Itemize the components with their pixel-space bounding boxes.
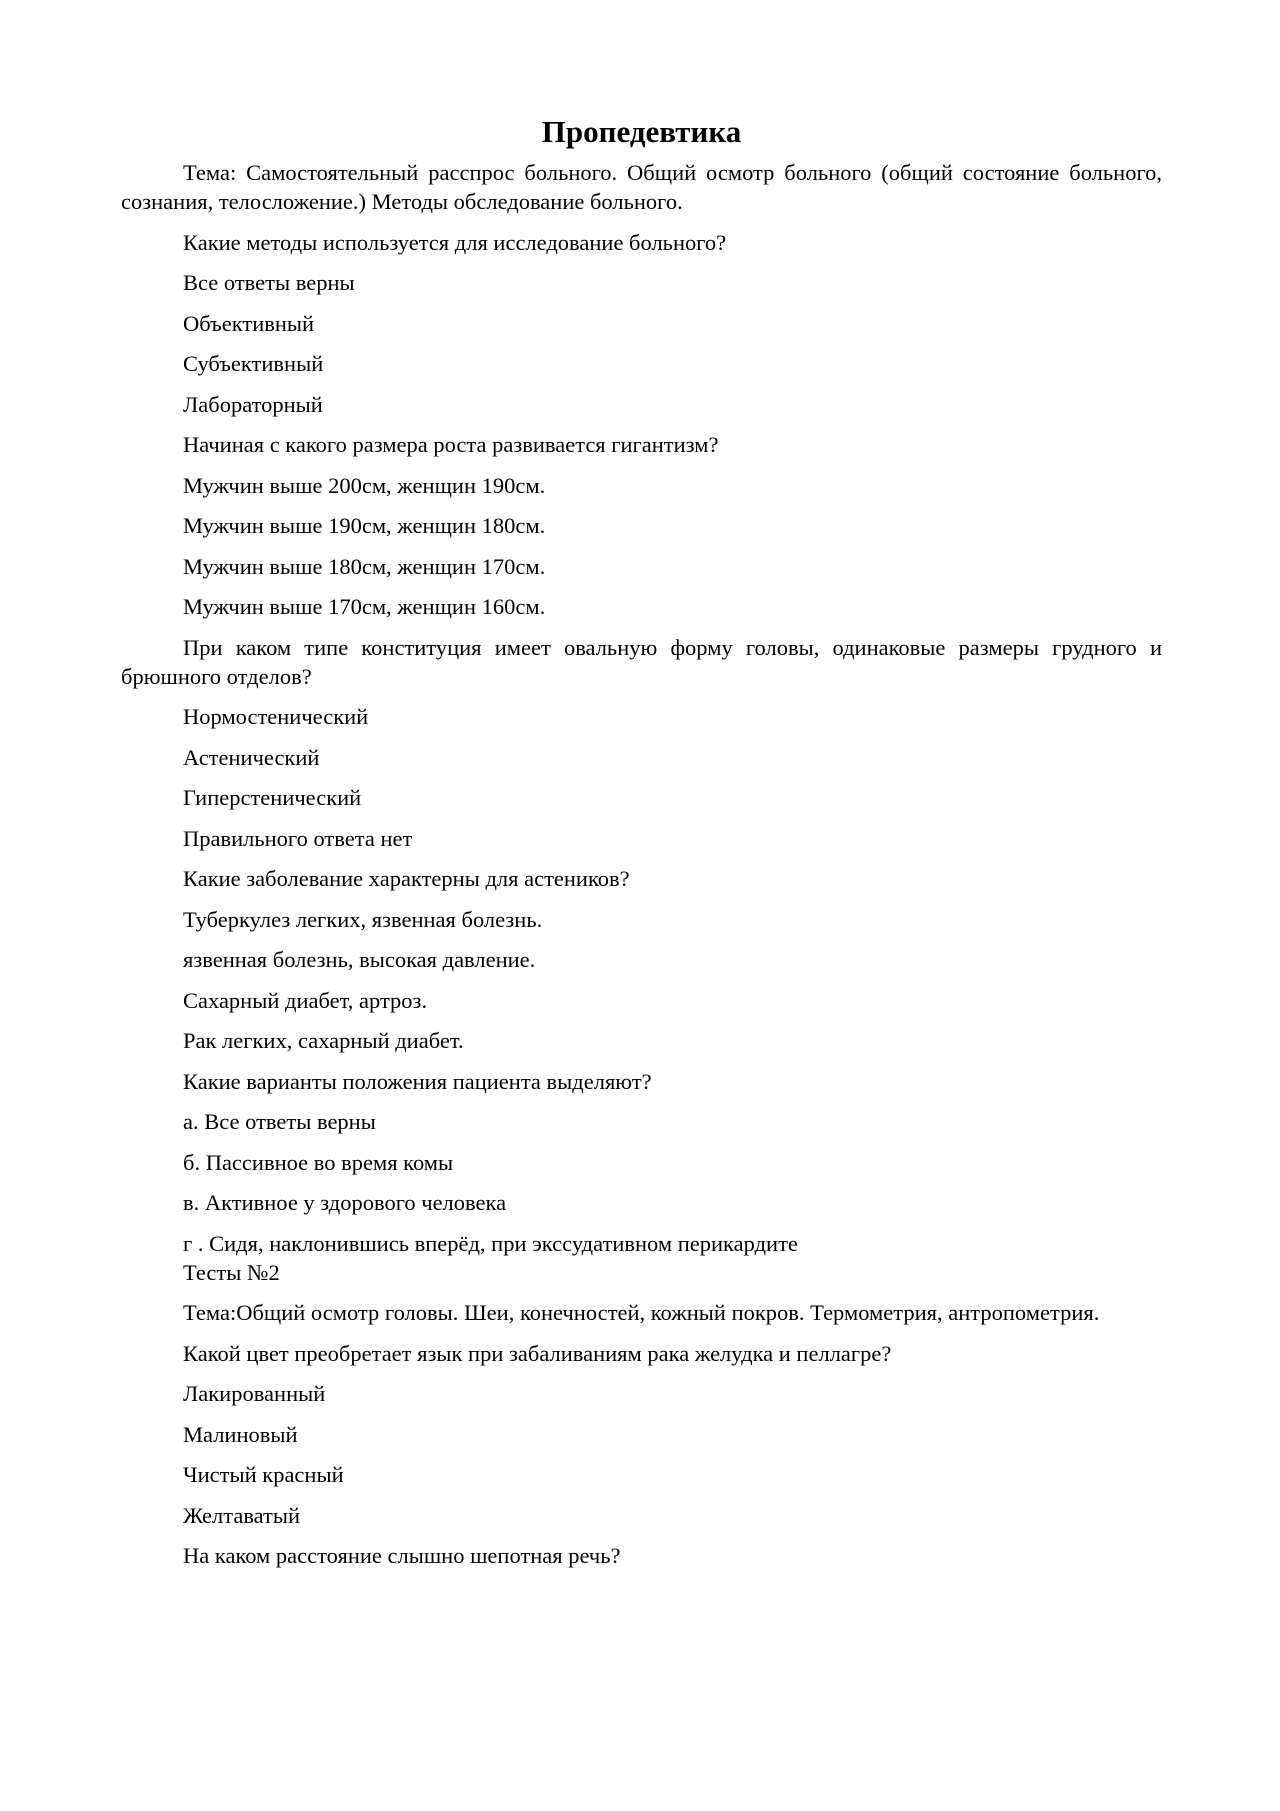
answer-option: Рак легких, сахарный диабет. — [183, 1028, 464, 1053]
section-heading: Тесты №2 — [183, 1259, 280, 1285]
answer-option: Правильного ответа нет — [183, 825, 413, 851]
page-title: Пропедевтика — [541, 114, 742, 149]
answer-option: Мужчин выше 200см, женщин 190см. — [183, 472, 546, 498]
answer-option: Мужчин выше 190см, женщин 180см. — [183, 513, 546, 538]
topic-paragraph: Тема:Общий осмотр головы. Шеи, конечностей, кожный покров. Термометрия, антропометрия. — [183, 1300, 1100, 1325]
answer-option: Желтаватый — [183, 1502, 301, 1528]
answer-option: Мужчин выше 170см, женщин 160см. — [183, 594, 546, 619]
answer-option: Нормостенический — [183, 704, 369, 729]
answer-option: Все ответы верны — [183, 270, 355, 295]
section-topic-1 — [121, 158, 1162, 1258]
question-6: Какой цвет преобретает язык при забаливаниям рака желудка и пеллагре? — [183, 1340, 892, 1366]
question-1: Какие методы используется для исследование больного? — [183, 229, 727, 255]
answer-option: Астенический — [183, 744, 320, 770]
question-7: На каком расстояние слышно шепотная речь? — [183, 1543, 621, 1568]
section-tests-2 — [121, 1258, 1162, 1571]
question-5: Какие варианты положения пациента выделяют? — [183, 1068, 652, 1094]
answer-option: Мужчин выше 180см, женщин 170см. — [183, 553, 546, 579]
answer-option: а. Все ответы верны — [183, 1109, 376, 1134]
topic-paragraph: Тема: Самостоятельный расспрос больного. Общий осмотр больного (общий состояние больного, сознания, телосложение.) Методы обследование больного. — [121, 160, 1162, 214]
answer-option: г . Сидя, наклонившись вперёд, при экссудативном перикардите — [183, 1230, 798, 1256]
answer-option: Сахарный диабет, артроз. — [183, 987, 428, 1013]
question-4: Какие заболевание характерны для астеников? — [183, 866, 630, 891]
answer-option: Лабораторный — [183, 391, 323, 417]
answer-option: в. Активное у здорового человека — [183, 1190, 507, 1215]
answer-option: Гиперстенический — [183, 785, 362, 810]
answer-option: Лакированный — [183, 1381, 326, 1406]
question-3: При каком типе конституция имеет овальную форму головы, одинаковые размеры грудного и брюшного отделов? — [121, 634, 1162, 689]
answer-option: Туберкулез легких, язвенная болезнь. — [183, 906, 543, 932]
answer-option: язвенная болезнь, высокая давление. — [183, 947, 536, 972]
answer-option: Малиновый — [183, 1421, 298, 1447]
answer-option: Объективный — [183, 310, 315, 336]
answer-option: Чистый красный — [183, 1462, 344, 1487]
answer-option: б. Пассивное во время комы — [183, 1149, 454, 1175]
document-page — [121, 110, 1162, 1570]
answer-option: Субъективный — [183, 351, 324, 376]
question-2: Начиная с какого размера роста развивается гигантизм? — [183, 432, 719, 457]
